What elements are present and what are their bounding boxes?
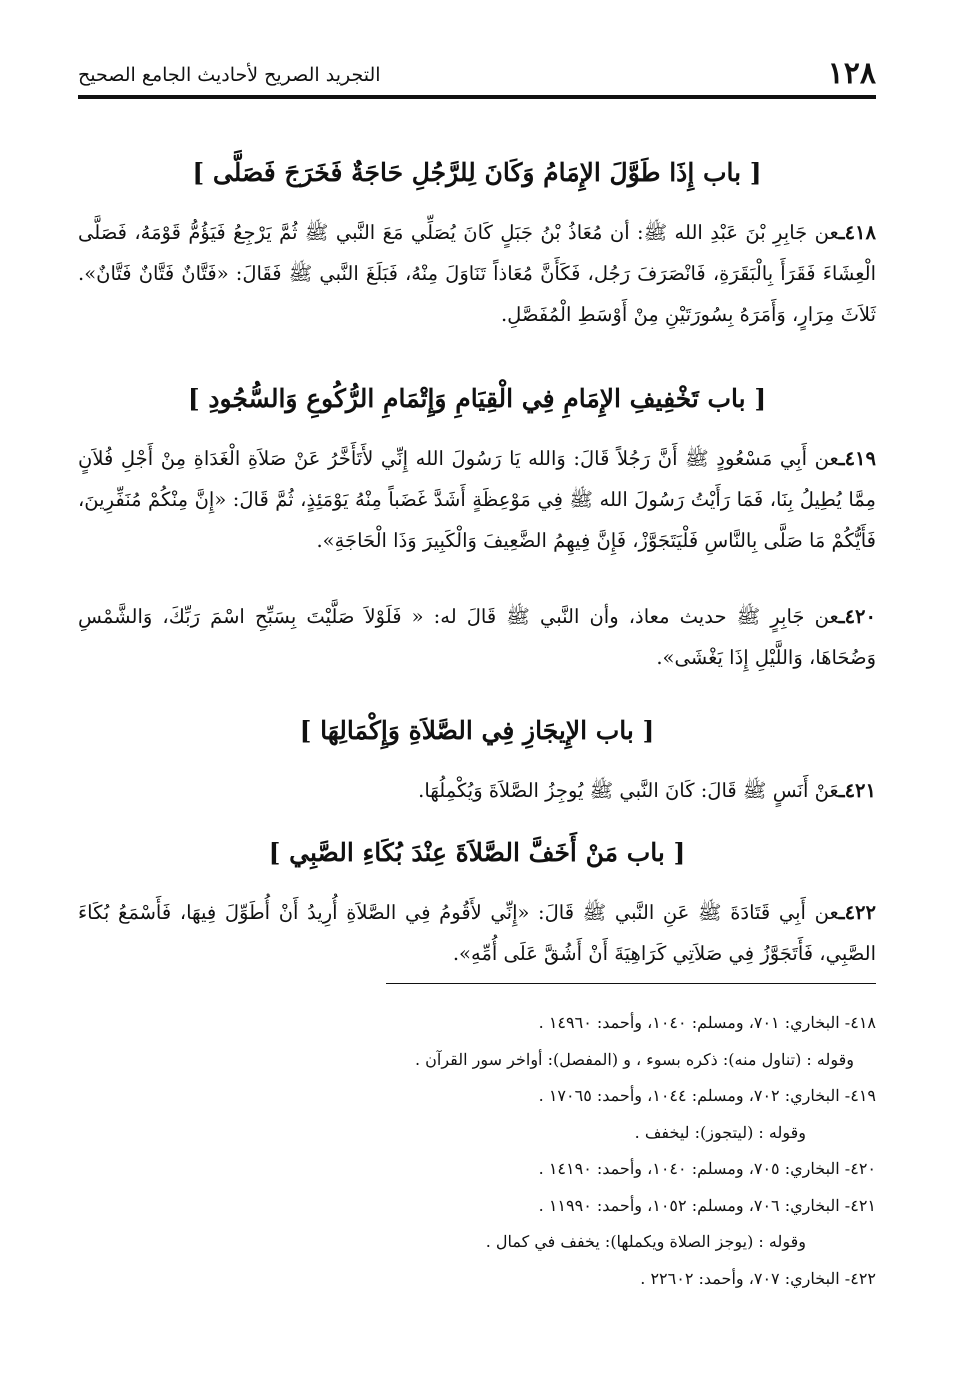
hadith-entry — [78, 212, 876, 335]
footnote-reference: ٤٢٠- البخاري: ٧٠٥، ومسلم: ١٠٤٠، وأحمد: ١٤١٩٠ . — [538, 1159, 876, 1178]
running-title: التجريد الصريح لأحاديث الجامع الصحيح — [78, 64, 381, 86]
hadith-text: عن جَابِرِ بْنَ عَبْدِ الله ﷺ: أن مُعَاذُ بْنُ جَبَلٍ كَانَ يُصَلِّي مَعَ النَّبي ﷺ ثُمَّ يَرْجِعُ فَيَؤُمُّ قَوْمَهُ، فَصَلَّى الْعِشَاءَ فَقَرَأَ بِالْبَقَرَةِ، فَانْصَرَفَ رَجُل، فَكَأَنَّ مُعَاذاً تَنَاوَلَ مِنْهُ، فَبَلَغَ النَّبي ﷺ فَقَالَ: «فَتَّانٌ فَتَّانٌ فَتَّانٌ». ثَلاَثَ مِرَارٍ، وَأَمَرَهُ بِسُورَتَيْنِ مِنْ أَوْسَطِ الْمُفَصَّلِ. — [78, 221, 876, 326]
page-number: ١٢٨ — [827, 56, 876, 91]
footnotes — [78, 1005, 876, 1297]
hadith-number: ٤٢١ـ — [838, 779, 876, 802]
chapter-heading: [ باب تَخْفِيفِ الإِمَامِ فِي الْقِيَامِ وَإِتْمَامِ الرُّكُوعِ وَالسُّجُودِ ] — [187, 384, 767, 413]
hadith-entry — [78, 892, 876, 974]
footnote-gloss: وقوله : (تناول منه): ذكره بسوء ، و (المفصل): أواخر سور القرآن . — [414, 1049, 854, 1069]
footnote-divider — [386, 983, 876, 984]
footnote-reference: ٤٢٢- البخاري: ٧٠٧، وأحمد: ٢٢٦٠٢ . — [640, 1268, 876, 1288]
footnote-reference: ٤٢١- البخاري: ٧٠٦، ومسلم: ١٠٥٢، وأحمد: ١١٩٩٠ . — [538, 1195, 876, 1215]
hadith-entry — [78, 438, 876, 561]
hadith-number: ٤٢٢ـ — [838, 901, 876, 924]
hadith-entry — [78, 770, 876, 811]
footnote-gloss: وقوله : (يوجز الصلاة ويكملها): يخفف في كمال . — [485, 1232, 806, 1251]
header-divider — [78, 95, 876, 99]
hadith-text: عَنْ أَنَسٍ ﷺ قَالَ: كَانَ النَّبي ﷺ يُوجِزُ الصَّلاَةَ وَيُكْمِلُهَا. — [418, 779, 839, 802]
chapter-heading: [ باب إِذَا طَوَّلَ الإِمَامُ وَكَانَ لِلرَّجُلِ حَاجَةٌ فَخَرَجَ فَصَلَّى ] — [192, 158, 762, 187]
hadith-text: عن جَابِرٍ ﷺ حديث معاذ، وأن النَّبي ﷺ قَالَ له: « فَلَوْلاَ صَلَّيْتَ بِسَبِّحِ اسْمَ رَبِّكَ، وَالشَّمْسِ وَضُحَاهَا، وَاللَّيْلِ إِذَا يَغْشَى». — [78, 605, 876, 669]
footnote-reference: ٤١٨- البخاري: ٧٠١، ومسلم: ١٠٤٠، وأحمد: ١٤٩٦٠ . — [538, 1013, 876, 1032]
hadith-entry — [78, 596, 876, 678]
footnote-gloss: وقوله : (ليتجوز): ليخفف . — [634, 1122, 806, 1142]
hadith-text: عن أَبِي مَسْعُودٍ ﷺ أَنَّ رَجُلاً قَالَ: وَالله يَا رَسُولَ الله إِنِّي لأَتَأَخَّرُ عَنْ صَلاَةِ الْغَدَاةِ مِنْ أَجْلِ فُلاَنٍ مِمَّا يُطِيلُ بِنَا، فَمَا رَأَيْتُ رَسُولَ الله ﷺ فِي مَوْعِظَةٍ أَشَدَّ غَضَباً مِنْهُ يَوْمَئِذٍ، ثُمَّ قَالَ: «إِنَّ مِنْكُمْ مُنَفِّرِينَ، فَأَيُّكُمْ مَا صَلَّى بِالنَّاسِ فَلْيَتَجَوَّزْ، فَإِنَّ فِيهِمُ الضَّعِيفَ وَالْكَبِيرَ وَذَا الْحَاجَةِ». — [78, 447, 876, 552]
page-header — [78, 54, 876, 94]
hadith-number: ٤١٨ـ — [838, 221, 876, 244]
hadith-number: ٤٢٠ـ — [838, 605, 876, 628]
footnote-reference: ٤١٩- البخاري: ٧٠٢، ومسلم: ١٠٤٤، وأحمد: ١٧٠٦٥ . — [538, 1086, 876, 1105]
hadith-text: عن أَبِي قَتَادَةَ ﷺ عَنِ النَّبي ﷺ قَالَ: «إِنِّي لأَقُومُ فِي الصَّلاَةِ أُرِيدُ أَنْ أُطَوِّلَ فِيهَا، فَأَسْمَعُ بُكَاءَ الصَّبِي، فَأَتَجَوَّزُ فِي صَلاَتِي كَرَاهِيَةَ أَنْ أَشُقَّ عَلَى أُمِّهِ». — [78, 901, 876, 965]
chapter-heading: [ باب الإِيجَازِ فِي الصَّلاَةِ وَإِكْمَالِهَا ] — [299, 716, 655, 745]
hadith-number: ٤١٩ـ — [838, 447, 876, 470]
chapter-heading: [ باب مَنْ أَخَفَّ الصَّلاَةَ عِنْدَ بُكَاءِ الصَّبِي ] — [268, 838, 686, 867]
